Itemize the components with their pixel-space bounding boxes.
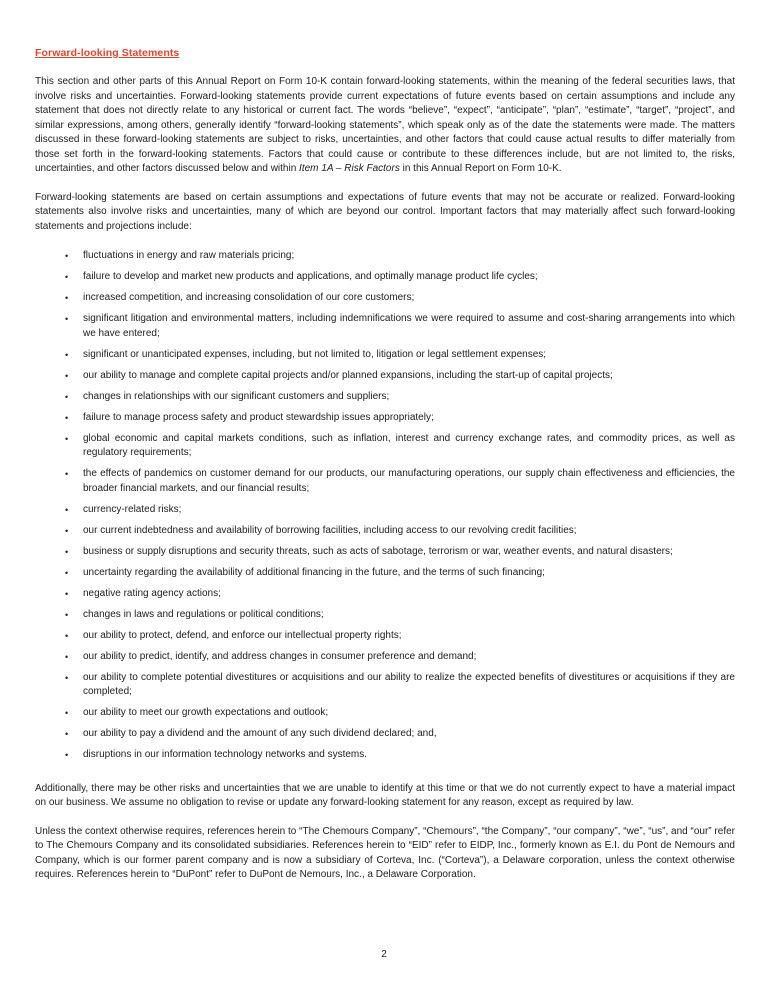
bullet-icon: • [65,504,69,515]
list-item-text: failure to manage process safety and product stewardship issues appropriately; [83,411,434,423]
list-item [35,503,735,518]
list-item-text: changes in laws and regulations or political conditions; [83,608,324,620]
list-item-text: significant litigation and environmental matters, including indemnifications we were required to assume and cost-sharing arrangements into which we have entered; [83,313,735,339]
list-item [35,748,735,763]
list-item-text: our ability to complete potential divestitures or acquisitions and our ability to realize the expected benefits of divestitures or acquisitions if they are completed; [83,671,735,697]
paragraph-definitions: Unless the context otherwise requires, references herein to “The Chemours Company”, “Chemours”, “the Company”, “our company”, “we”, “us”, and “our” refer to The Chemours Company and its consolidated subsidiaries. References herein to “EID” refer to EIDP, Inc., formerly known as E.I. du Pont de Nemours and Company, which is our former parent company and is now a subsidiary of Corteva, Inc. (“Corteva”), a Delaware corporation, unless the context otherwise requires. References herein to “DuPont” refer to DuPont de Nemours, Inc., a Delaware Corporation. [35,825,735,880]
bullet-icon: • [65,567,69,578]
list-item [35,291,735,306]
list-item [35,545,735,560]
list-item [35,312,735,341]
bullet-icon: • [65,651,69,662]
list-item-text: the effects of pandemics on customer demand for our products, our manufacturing operations, our supply chain effectiveness and efficiencies, the broader financial markets, and our financial results; [83,468,735,494]
paragraph-additional-risks: Additionally, there may be other risks and uncertainties that we are unable to identify at this time or that we do not currently expect to have a material impact on our business. We assume no obligation to revise or update any forward-looking statement for any reason, except as required by law. [35,782,735,808]
list-item-text: our ability to predict, identify, and address changes in consumer preference and demand; [83,650,477,662]
list-item-text: fluctuations in energy and raw materials pricing; [83,250,295,261]
list-item [35,566,735,581]
bullet-icon: • [65,293,69,303]
list-item [35,524,735,539]
list-item [35,629,735,644]
bullet-icon: • [65,272,69,282]
list-item-text: uncertainty regarding the availability of additional financing in the future, and the terms of such financing; [83,566,545,578]
page-number: 2 [381,949,387,960]
list-item [35,369,735,384]
bullet-icon: • [65,314,69,324]
bullet-icon: • [65,433,69,444]
list-item [35,390,735,405]
bullet-icon: • [65,412,69,423]
bullet-icon: • [65,525,69,536]
bullet-icon: • [65,672,69,683]
list-item-text: global economic and capital markets conditions, such as inflation, interest and currency exchange rates, and commodity prices, as well as regulatory requirements; [83,432,735,458]
list-item-text: our ability to protect, defend, and enforce our intellectual property rights; [83,629,402,641]
list-item [35,249,735,264]
list-item [35,411,735,426]
list-item [35,608,735,623]
bullet-icon: • [65,630,69,641]
list-item-text: failure to develop and market new products and applications, and optimally manage product life cycles; [83,271,538,282]
list-item [35,650,735,665]
list-item [35,706,735,721]
list-item [35,348,735,363]
paragraph-forward-looking-intro [35,75,735,177]
list-item [35,270,735,285]
list-item-text: currency-related risks; [83,503,182,515]
list-item-text: our ability to meet our growth expectations and outlook; [83,707,329,718]
list-item [35,432,735,461]
list-item-text: our ability to manage and complete capital projects and/or planned expansions, including the start-up of capital projects; [83,369,613,381]
list-item [35,587,735,602]
list-item-text: disruptions in our information technology networks and systems. [83,749,368,760]
section-heading: Forward-looking Statements [35,47,180,59]
bullet-icon: • [65,750,69,760]
list-item-text: business or supply disruptions and security threats, such as acts of sabotage, terrorism or war, weather events, and natural disasters; [83,545,673,557]
list-item-text: significant or unanticipated expenses, including, but not limited to, litigation or legal settlement expenses; [83,348,547,360]
list-item-text: our ability to pay a dividend and the amount of any such dividend declared; and, [83,728,437,739]
bullet-icon: • [65,588,69,599]
bullet-icon: • [65,349,69,360]
bullet-icon: • [65,469,69,479]
list-item [35,467,735,496]
paragraph-text: in this Annual Report on Form 10-K. [399,163,562,174]
list-item [35,671,735,700]
paragraph-assumptions: Forward-looking statements are based on certain assumptions and expectations of future events that may not be accurate or realized. Forward-looking statements also involve risks and uncertainties, many of which are beyond our control. Important factors that may materially affect such forward-looking statements and projections include: [35,191,735,232]
list-item-text: negative rating agency actions; [83,587,221,599]
bullet-icon: • [65,609,69,620]
item-1a-risk-factors-reference: Item 1A – Risk Factors [299,163,400,174]
list-item-text: our current indebtedness and availability of borrowing facilities, including access to our revolving credit facilities; [83,524,577,536]
bullet-icon: • [65,729,69,739]
bullet-icon: • [65,370,69,381]
bullet-icon: • [65,391,69,402]
list-item-text: changes in relationships with our significant customers and suppliers; [83,390,390,402]
bullet-icon: • [65,708,69,718]
risk-factor-list [35,249,735,763]
list-item-text: increased competition, and increasing consolidation of our core customers; [83,292,415,303]
paragraph-text: This section and other parts of this Annual Report on Form 10-K contain forward-looking statements, within the meaning of the federal securities laws, that involve risks and uncertainties. Forward-looking statements provide current expectations of future events based on certain assumptions and include any statement that does not directly relate to any historical or current fact. The words “believe”, “expect”, “anticipate”, “plan”, “estimate”, “target”, “project”, and similar expressions, among others, generally identify “forward-looking statements”, which speak only as of the date the statements were made. The matters discussed in these forward-looking statements are subject to risks, uncertainties, and other factors that could cause actual results to differ materially from those set forth in the forward-looking statements. Factors that could cause or contribute to these differences include, but are not limited to, the risks, uncertainties, and other factors discussed below and within [35,76,735,174]
list-item [35,727,735,742]
bullet-icon: • [65,251,69,261]
bullet-icon: • [65,546,69,557]
